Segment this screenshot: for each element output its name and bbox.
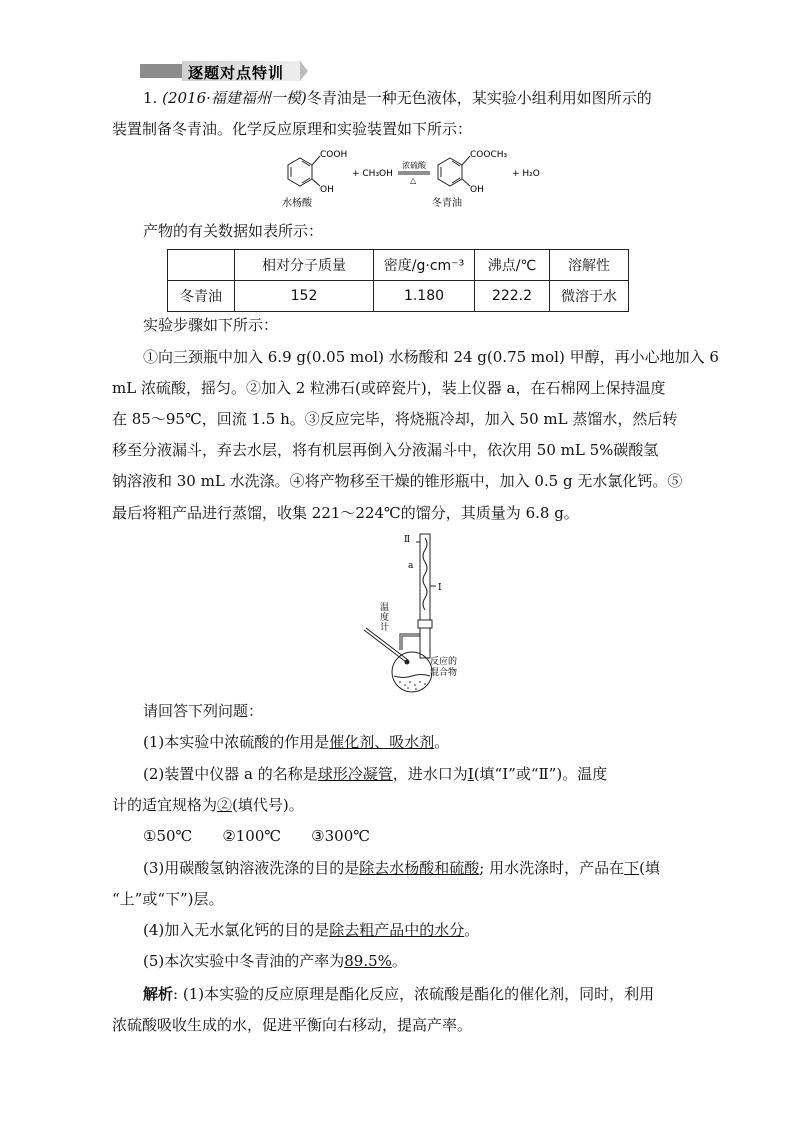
question-2-line-2	[112, 794, 304, 816]
question-source: (2016·福建福州一模)	[162, 89, 307, 107]
condition-heat: △	[410, 176, 417, 185]
q3-suffix: (填	[639, 859, 660, 877]
question-2-line-1	[143, 763, 607, 785]
q2-mid: ，进水口为	[392, 765, 468, 783]
liquid-surface	[394, 675, 430, 678]
label-thermometer-2: 度	[380, 613, 390, 623]
analysis-line-1	[143, 983, 654, 1005]
condition-catalyst: 浓硫酸	[402, 161, 426, 170]
analysis-text-1: : (1)本实验的反应原理是酯化反应，浓硫酸是酯化的催化剂，同时，利用	[173, 985, 655, 1003]
table-header-cell: 溶解性	[550, 250, 629, 281]
q2-answer-1: 球形冷凝管	[317, 765, 393, 783]
q3-answer-1: 除去水杨酸和硫酸	[359, 859, 480, 877]
q2-answer-2: Ⅰ	[467, 765, 474, 783]
condenser-coils	[423, 538, 427, 610]
table-header-cell: 密度/g·cm⁻³	[374, 250, 475, 281]
table-row	[168, 281, 629, 312]
banner-arrow-icon	[300, 61, 308, 81]
section-banner	[140, 61, 308, 81]
question-2-options: ①50℃ ②100℃ ③300℃	[143, 827, 371, 845]
round-flask	[392, 652, 432, 692]
step-line: 最后将粗产品进行蒸馏，收集 221～224℃的馏分，其质量为 6.8 g。	[112, 504, 579, 522]
q5-answer: 89.5%	[344, 952, 392, 970]
question-number: 1.	[143, 89, 158, 107]
question-3-line-2: “上”或“下”)层。	[112, 890, 224, 908]
q1-answer: 催化剂、吸水剂	[329, 733, 435, 751]
q2-suffix: (填“Ⅰ”或“Ⅱ”)。温度	[473, 765, 608, 783]
condenser-outer	[420, 534, 430, 620]
methyl-salicylate-structure	[438, 156, 470, 186]
water-product: + H₂O	[512, 169, 540, 179]
q4-suffix: 。	[464, 921, 480, 939]
table-header-cell: 沸点/℃	[475, 250, 550, 281]
label-thermometer-3: 计	[380, 623, 390, 633]
product-group-label: COOCH₃	[470, 150, 508, 160]
label-inlet-II: Ⅱ	[404, 535, 411, 545]
q4-answer: 除去粗产品中的水分	[329, 921, 465, 939]
table-header-row	[168, 250, 629, 281]
question-4	[143, 919, 479, 941]
table-cell: 冬青油	[168, 281, 235, 312]
reactant-name: 水杨酸	[282, 198, 312, 209]
steps-title: 实验步骤如下所示：	[143, 316, 279, 334]
questions-intro: 请回答下列问题：	[143, 702, 264, 720]
q3-prefix: (3)用碳酸氢钠溶液洗涤的目的是	[143, 859, 360, 877]
product-name: 冬青油	[432, 198, 462, 209]
q2-prefix: (2)装置中仪器 a 的名称是	[143, 765, 318, 783]
q2-line2-suffix: (填代号)。	[232, 796, 304, 814]
label-mixture-2: 混合物	[430, 668, 458, 678]
condenser-joint	[418, 620, 432, 628]
question-intro-text: 冬青油是一种无色液体，某实验小组利用如图所示的	[306, 89, 652, 107]
table-cell: 1.180	[374, 281, 475, 312]
reactant-oh-label: OH	[320, 185, 334, 195]
reaction-equation	[280, 146, 550, 212]
q3-answer-2: 下	[624, 859, 640, 877]
table-header-cell: 相对分子质量	[235, 250, 374, 281]
question-1	[143, 731, 449, 753]
question-5	[143, 950, 407, 972]
q1-prefix: (1)本实验中浓硫酸的作用是	[143, 733, 330, 751]
question-intro-line-1	[143, 87, 652, 109]
q2-answer-3: ②	[217, 796, 233, 814]
q3-mid: ; 用水洗涤时，产品在	[479, 859, 625, 877]
q2-line2-prefix: 计的适宜规格为	[112, 796, 218, 814]
table-intro: 产物的有关数据如表所示：	[143, 222, 324, 240]
banner-accent	[140, 64, 182, 78]
label-inlet-I: Ⅰ	[438, 583, 442, 593]
step-line: 钠溶液和 30 mL 水洗涤。④将产物移至干燥的锥形瓶中，加入 0.5 g 无水氯化钙。⑤	[112, 472, 683, 490]
q4-prefix: (4)加入无水氯化钙的目的是	[143, 921, 330, 939]
label-thermometer-1: 温	[380, 603, 390, 613]
methanol-reagent: + CH₃OH	[352, 169, 393, 179]
q5-suffix: 。	[391, 952, 407, 970]
liquid-dots	[399, 681, 426, 690]
question-3-line-1	[143, 857, 660, 879]
q5-prefix: (5)本次实验中冬青油的产率为	[143, 952, 345, 970]
product-data-table	[167, 249, 629, 312]
table-cell: 222.2	[475, 281, 550, 312]
step-line: 在 85～95℃，回流 1.5 h。③反应完毕，将烧瓶冷却，加入 50 mL 蒸馏水，然后转	[112, 410, 678, 428]
label-mixture-1: 反应的	[430, 657, 458, 667]
table-cell: 微溶于水	[550, 281, 629, 312]
flask-neck	[420, 628, 430, 658]
step-line: ①向三颈瓶中加入 6.9 g(0.05 mol) 水杨酸和 24 g(0.75 mol) 甲醇，再小心地加入 6	[143, 348, 719, 366]
table-header-cell	[168, 250, 235, 281]
step-line: mL 浓硫酸，摇匀。②加入 2 粒沸石(或碎瓷片)，装上仪器 a，在石棉网上保持温度	[112, 379, 666, 397]
salicylic-acid-structure	[288, 156, 320, 186]
label-instrument-a: a	[408, 561, 414, 571]
table-cell: 152	[235, 281, 374, 312]
apparatus-diagram	[350, 530, 480, 695]
banner-title: 逐题对点特训	[188, 64, 285, 82]
product-oh-label: OH	[470, 185, 484, 195]
analysis-label: 解析	[143, 985, 174, 1003]
q1-suffix: 。	[434, 733, 450, 751]
reactant-group-label: COOH	[320, 150, 348, 160]
step-line: 移至分液漏斗，弃去水层，将有机层再倒入分液漏斗中，依次用 50 mL 5%碳酸氢	[112, 441, 659, 459]
question-intro-line-2: 装置制备冬青油。化学反应原理和实验装置如下所示：	[112, 120, 473, 138]
analysis-line-2: 浓硫酸吸收生成的水，促进平衡向右移动，提高产率。	[112, 1016, 473, 1034]
